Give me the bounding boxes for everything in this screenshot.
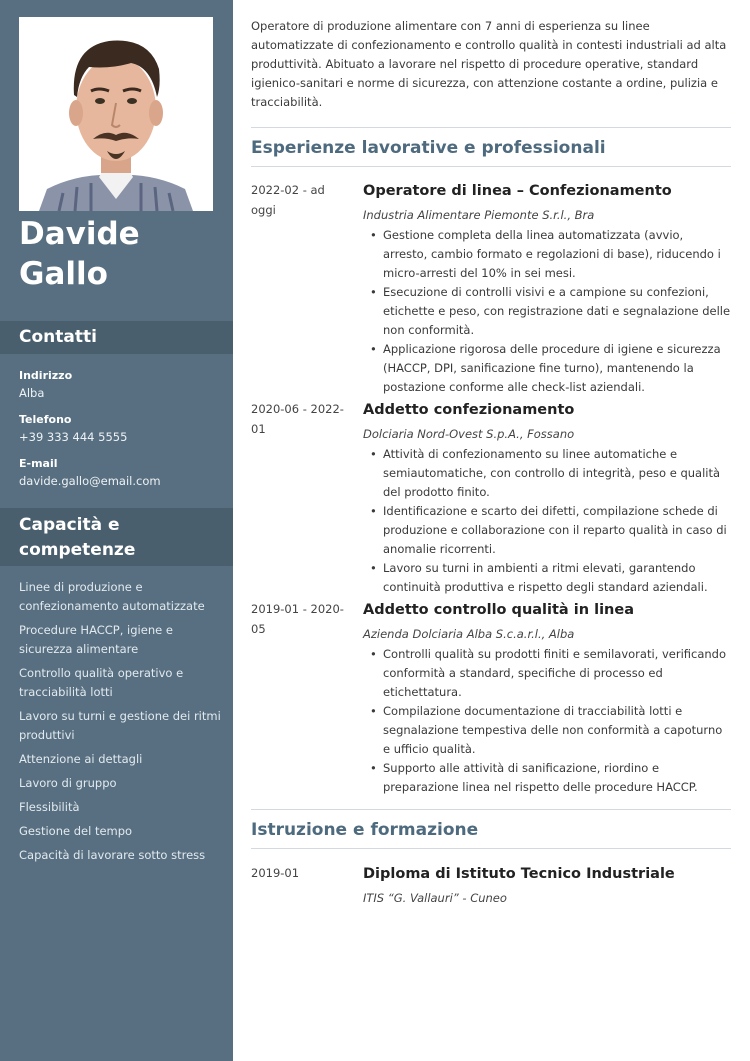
bullet-text: Esecuzione di controlli visivi e a campione su confezioni, etichette e peso, con registrazione dati e segnalazione delle non conformità. [383, 285, 731, 337]
sidebar [0, 0, 233, 1061]
contact-value: Alba [19, 386, 45, 400]
contacts-heading: Contatti [0, 321, 233, 354]
bullet-icon: • [370, 761, 377, 775]
bullet-list [363, 645, 731, 797]
entry-body [363, 863, 731, 908]
bullet-item [363, 226, 731, 283]
skill-item: Lavoro di gruppo [19, 776, 117, 790]
job-title: Addetto confezionamento [363, 402, 575, 418]
skill-item: Capacità di lavorare sotto stress [19, 848, 206, 862]
bullet-text: Gestione completa della linea automatizzata (avvio, arresto, cambio formato e regolazioni di base), riducendo i micro-arresti del 10% in sei mesi. [383, 228, 721, 280]
bullet-text: Supporto alle attività di sanificazione, riordino e preparazione linea nel rispetto delle procedure HACCP. [383, 761, 698, 794]
contact-phone [19, 412, 229, 446]
job-title: Addetto controllo qualità in linea [363, 602, 634, 618]
bullet-item [363, 502, 731, 559]
bullet-icon: • [370, 447, 377, 461]
degree-title: Diploma di Istituto Tecnico Industriale [363, 866, 675, 882]
bullet-icon: • [370, 342, 377, 356]
skills-heading [0, 508, 233, 566]
contact-value: +39 333 444 5555 [19, 430, 128, 444]
bullet-item [363, 759, 731, 797]
skill-item: Controllo qualità operativo e tracciabilità lotti [19, 666, 184, 699]
contact-address [19, 368, 229, 402]
first-name: Davide [19, 216, 140, 252]
contact-label: E-mail [19, 457, 58, 470]
entry-date: 2020-06 - 2022-01 [251, 402, 344, 436]
portrait-icon [19, 17, 213, 211]
contact-label: Telefono [19, 413, 72, 426]
bullet-text: Lavoro su turni in ambienti a ritmi elevati, garantendo continuità produttiva e rispetto degli standard aziendali. [383, 561, 708, 594]
entry-body [363, 399, 731, 597]
profile-photo [19, 17, 213, 211]
skill-item: Attenzione ai dettagli [19, 752, 143, 766]
section-divider [251, 127, 731, 128]
bullet-text: Attività di confezionamento su linee automatiche e semiautomatiche, con controllo di integrità, peso e qualità del prodotto finito. [383, 447, 721, 499]
bullet-list [363, 226, 731, 397]
company: Azienda Dolciaria Alba S.c.a.r.l., Alba [363, 627, 575, 641]
entry-body [363, 599, 731, 797]
entry-date: 2022-02 - ad oggi [251, 183, 325, 217]
bullet-icon: • [370, 647, 377, 661]
bullet-item [363, 559, 731, 597]
skill-item: Linee di produzione e confezionamento automatizzate [19, 580, 205, 613]
contact-label: Indirizzo [19, 369, 73, 382]
bullet-text: Applicazione rigorosa delle procedure di igiene e sicurezza (HACCP, DPI, sanificazione fine turno), mantenendo la postazione conforme alle check-list aziendali. [383, 342, 721, 394]
profile-summary: Operatore di produzione alimentare con 7 anni di esperienza su linee automatizzate di confezionamento e controllo qualità in contesti industriali ad alta produttività. Abituato a lavorare nel rispetto di procedure operative, standard igienico-sanitari e norme di sicurezza, con attenzione costante a ordine, pulizia e tracciabilità. [251, 19, 727, 109]
bullet-icon: • [370, 228, 377, 242]
bullet-item [363, 645, 731, 702]
bullet-item [363, 445, 731, 502]
last-name: Gallo [19, 256, 108, 292]
bullet-text: Controlli qualità su prodotti finiti e semilavorati, verificando conformità a standard, specifiche di processo ed etichettatura. [383, 647, 727, 699]
job-title: Operatore di linea – Confezionamento [363, 183, 672, 199]
candidate-name [19, 214, 219, 294]
section-divider [251, 848, 731, 849]
skill-item: Flessibilità [19, 800, 80, 814]
company: Industria Alimentare Piemonte S.r.l., Bra [363, 208, 595, 222]
education-heading: Istruzione e formazione [251, 820, 479, 840]
entry-date: 2019-01 - 2020-05 [251, 602, 344, 636]
experience-section-header [251, 127, 731, 167]
bullet-item [363, 283, 731, 340]
bullet-icon: • [370, 504, 377, 518]
entry-date: 2019-01 [251, 866, 300, 880]
education-section-header [251, 809, 731, 849]
bullet-list [363, 445, 731, 597]
skills-heading-line: Capacità e [19, 515, 120, 535]
skills-heading-line: competenze [19, 540, 136, 560]
school: ITIS “G. Vallauri” - Cuneo [363, 891, 507, 905]
bullet-icon: • [370, 704, 377, 718]
contact-value: davide.gallo@email.com [19, 474, 161, 488]
contact-email [19, 456, 229, 490]
bullet-item [363, 702, 731, 759]
skill-item: Lavoro su turni e gestione dei ritmi produttivi [19, 709, 221, 742]
entry-body [363, 180, 731, 397]
skills-list [19, 578, 224, 870]
experience-heading: Esperienze lavorative e professionali [251, 138, 606, 158]
section-divider [251, 166, 731, 167]
skill-item: Gestione del tempo [19, 824, 133, 838]
company: Dolciaria Nord-Ovest S.p.A., Fossano [363, 427, 575, 441]
bullet-icon: • [370, 285, 377, 299]
bullet-icon: • [370, 561, 377, 575]
bullet-text: Compilazione documentazione di tracciabilità lotti e segnalazione tempestiva delle non conformità a capoturno e ufficio qualità. [383, 704, 723, 756]
bullet-item [363, 340, 731, 397]
bullet-text: Identificazione e scarto dei difetti, compilazione schede di produzione e collaborazione con il reparto qualità in caso di anomalie ricorrenti. [383, 504, 727, 556]
main-content [251, 17, 731, 112]
section-divider [251, 809, 731, 810]
skill-item: Procedure HACCP, igiene e sicurezza alimentare [19, 623, 173, 656]
